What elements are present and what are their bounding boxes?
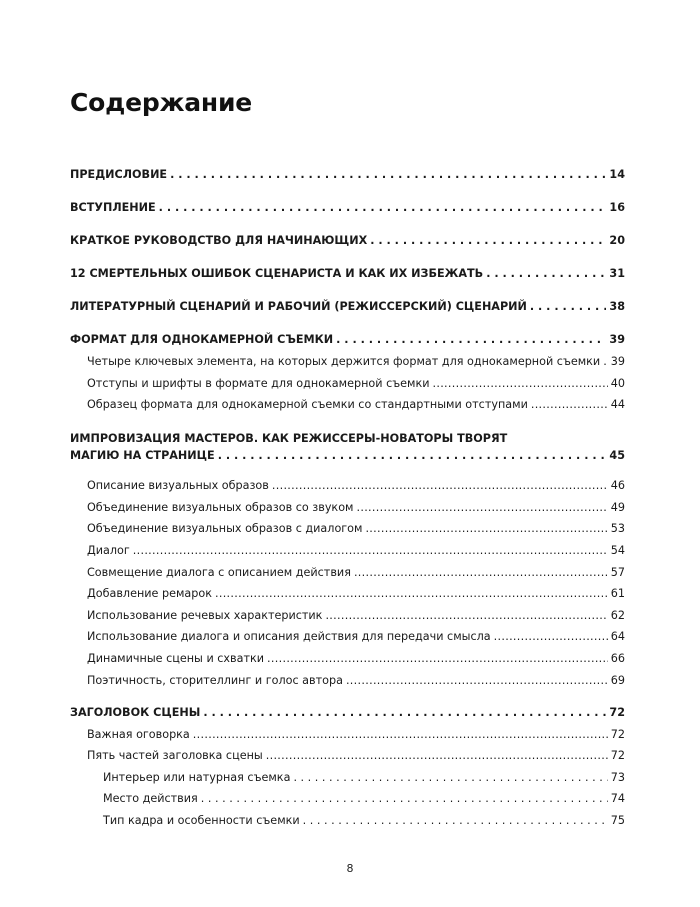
dot-leader [293,767,607,789]
toc-entry-label: ВСТУПЛЕНИЕ [70,201,156,214]
dot-leader [159,196,607,219]
toc-entry-label: Отступы и шрифты в формате для однокамерной съемки [87,376,430,390]
dot-leader [370,229,606,252]
toc-entry-label: Пять частей заголовка сцены [87,749,263,763]
dot-leader [486,262,606,285]
toc-entry-label: Место действия [103,792,198,806]
page-title: Содержание [70,88,253,117]
dot-leader [365,518,607,540]
toc-entry-page: 66 [610,651,625,665]
toc-entry-page: 40 [610,376,625,390]
toc-entry-label: Тип кадра и особенности съемки [103,813,300,827]
toc-entry-label: 12 СМЕРТЕЛЬНЫХ ОШИБОК СЦЕНАРИСТА И КАК ИХ ИЗБЕЖАТЬ [70,267,484,280]
dot-leader [201,788,608,810]
toc-subentry[interactable] [70,670,625,701]
toc-entry-label: Диалог [87,543,130,557]
toc-entry-label: Интерьер или натурная съемка [103,770,291,784]
toc-entry-label-line2: МАГИЮ НА СТРАНИЦЕ [70,449,215,463]
toc-entry-label-line1: ИМПРОВИЗАЦИЯ МАСТЕРОВ. КАК РЕЖИССЕРЫ-НОВАТОРЫ ТВОРЯТ [70,432,508,446]
toc-entry-label: Использование диалога и описания действия для передачи смысла [87,630,491,644]
toc-subentry[interactable] [70,351,625,373]
toc-subentry[interactable] [70,605,625,627]
toc-subentry[interactable] [70,540,625,562]
toc-entry-label: Совмещение диалога с описанием действия [87,565,351,579]
toc-entry-page: 69 [610,673,625,687]
toc-entry-single-camera-format[interactable] [70,328,625,351]
toc-subentry[interactable] [70,518,625,540]
dot-leader [203,701,606,724]
dot-leader [170,163,606,186]
toc-entry-page: 49 [610,500,625,514]
dot-leader [603,351,608,373]
dot-leader [494,626,608,648]
toc-entry-page: 54 [610,543,625,557]
dot-leader [531,394,608,416]
dot-leader [354,562,608,584]
toc-entry-page: 64 [610,630,625,644]
toc-entry-page: 44 [610,398,625,412]
toc-entry-beginners-guide[interactable] [70,229,625,262]
dot-leader [346,670,608,692]
toc-entry-page: 46 [610,479,625,493]
toc-entry-scene-heading[interactable] [70,701,625,724]
toc-entry-page: 53 [610,522,625,536]
table-of-contents [70,163,625,832]
toc-subentry[interactable] [70,373,625,395]
toc-entry-page: 39 [609,333,625,346]
toc-entry-page: 72 [610,749,625,763]
dot-leader [267,648,608,670]
toc-subsubentry[interactable] [70,767,625,789]
dot-leader [215,583,608,605]
dot-leader [272,475,608,497]
toc-entry-label: КРАТКОЕ РУКОВОДСТВО ДЛЯ НАЧИНАЮЩИХ [70,234,368,247]
dot-leader [336,328,606,351]
toc-entry-label: ПРЕДИСЛОВИЕ [70,168,168,181]
page-number: 8 [346,862,354,875]
toc-subentry[interactable] [70,626,625,648]
toc-entry-page: 73 [610,770,625,784]
toc-entry-page: 39 [610,355,625,368]
toc-entry-label: Важная оговорка [87,727,190,741]
dot-leader [356,497,607,519]
toc-entry-introduction[interactable] [70,196,625,229]
toc-entry-label: Поэтичность, сторителлинг и голос автора [87,673,343,687]
toc-entry-page: 61 [610,587,625,601]
toc-entry-page: 57 [610,565,625,579]
toc-subentry[interactable] [70,724,625,746]
toc-entry-page: 75 [610,813,625,827]
dot-leader [530,295,607,318]
toc-subentry[interactable] [70,475,625,497]
toc-entry-label: ФОРМАТ ДЛЯ ОДНОКАМЕРНОЙ СЪЕМКИ [70,333,334,346]
toc-entry-page: 38 [609,300,625,313]
toc-entry-label: Четыре ключевых элемента, на которых держится формат для однокамерной съемки [87,355,601,368]
toc-subentry[interactable] [70,394,625,425]
toc-entry-label: Динамичные сцены и схватки [87,651,265,665]
toc-subentry[interactable] [70,562,625,584]
toc-entry-12-mistakes[interactable] [70,262,625,295]
toc-entry-page: 62 [610,608,625,622]
toc-entry-page: 72 [610,727,625,741]
toc-subentry[interactable] [70,745,625,767]
toc-entry-label: ЗАГОЛОВОК СЦЕНЫ [70,705,201,719]
toc-entry-label: Образец формата для однокамерной съемки со стандартными отступами [87,398,528,412]
toc-entry-page: 72 [609,705,625,719]
dot-leader [193,724,608,746]
dot-leader [133,540,608,562]
dot-leader [325,605,607,627]
toc-subentry[interactable] [70,497,625,519]
toc-entry-page: 45 [609,449,625,463]
dot-leader [303,810,608,832]
toc-entry-page: 31 [609,267,625,280]
toc-entry-literary-script[interactable] [70,295,625,328]
toc-entry-label: Добавление ремарок [87,587,212,601]
toc-entry-label: Использование речевых характеристик [87,608,323,622]
toc-entry-page: 16 [609,201,625,214]
toc-entry-label: ЛИТЕРАТУРНЫЙ СЦЕНАРИЙ И РАБОЧИЙ (РЕЖИССЕРСКИЙ) СЦЕНАРИЙ [70,300,527,313]
toc-entry-label: Объединение визуальных образов со звуком [87,500,354,514]
dot-leader [218,447,607,464]
toc-entry-masters-improvisation[interactable] [70,430,625,475]
dot-leader [266,745,608,767]
toc-subentry[interactable] [70,648,625,670]
toc-entry-label: Описание визуальных образов [87,479,269,493]
toc-entry-page: 20 [609,234,625,247]
toc-subentry[interactable] [70,583,625,605]
toc-entry-page: 14 [609,168,625,181]
toc-entry-label: Объединение визуальных образов с диалогом [87,522,363,536]
toc-entry-preface[interactable] [70,163,625,196]
dot-leader [432,373,607,395]
toc-subsubentry[interactable] [70,810,625,832]
toc-subsubentry[interactable] [70,788,625,810]
toc-entry-page: 74 [610,792,625,806]
